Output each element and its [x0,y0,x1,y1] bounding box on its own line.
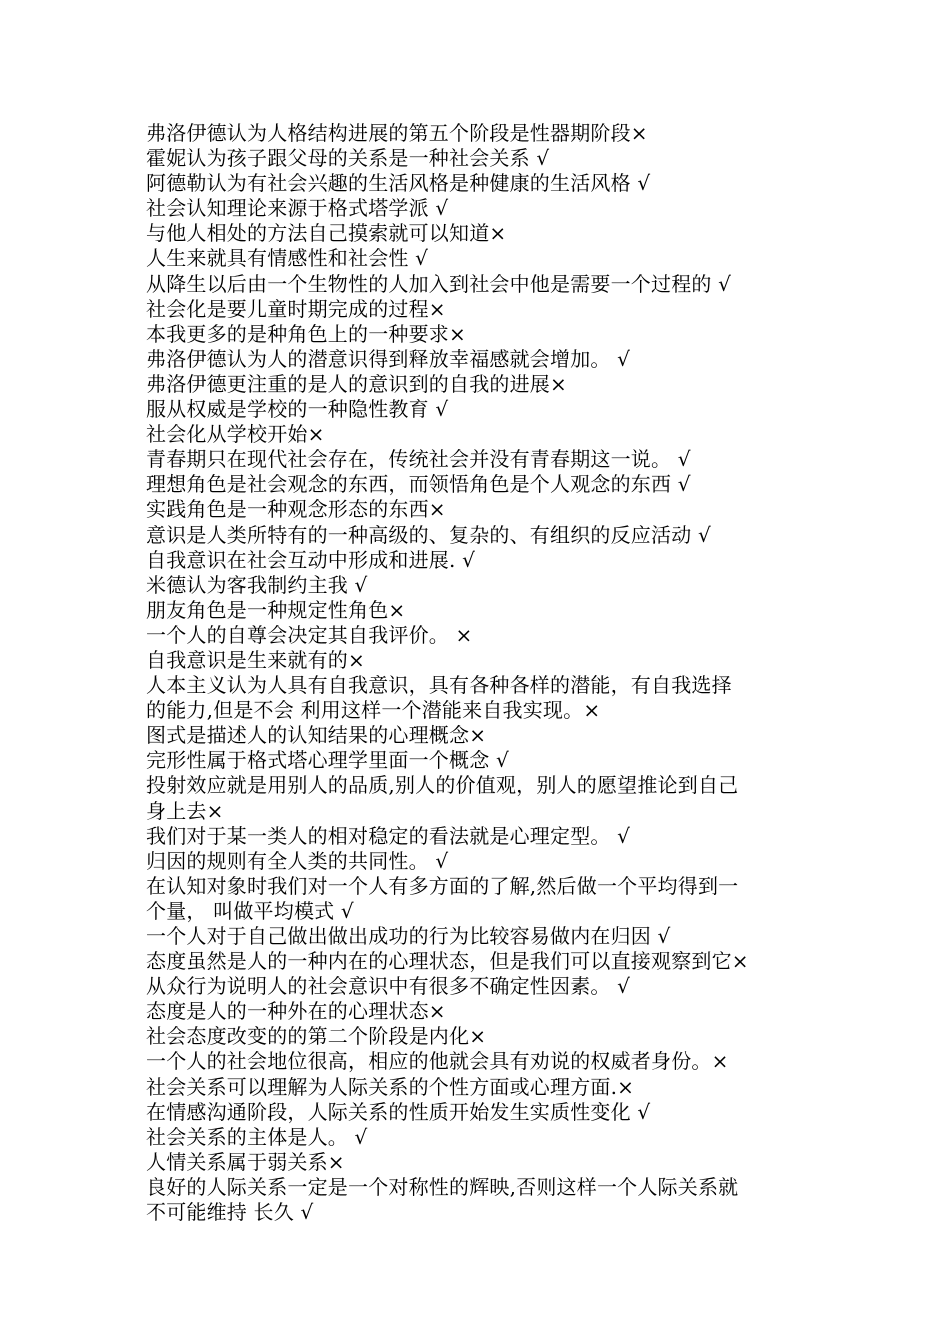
statement-line: 社会化从学校开始× [146,422,325,447]
statement-line: 从降生以后由一个生物性的人加入到社会中他是需要一个过程的 √ [146,271,732,296]
statement-line: 良好的人际关系一定是一个对称性的辉映,否则这样一个人际关系就 [146,1174,739,1199]
statement-line: 在情感沟通阶段，人际关系的性质开始发生实质性变化 √ [146,1099,651,1124]
statement-line: 人生来就具有情感性和社会性 √ [146,246,429,271]
statement-line: 投射效应就是用别人的品质,别人的价值观，别人的愿望推论到自己 [146,773,739,798]
statement-line: 自我意识在社会互动中形成和进展. √ [146,547,476,572]
statement-line: 从众行为说明人的社会意识中有很多不确定性因素。 √ [146,974,631,999]
statement-line: 与他人相处的方法自己摸索就可以知道× [146,221,507,246]
statement-line: 归因的规则有全人类的共同性。 √ [146,848,449,873]
statement-line: 社会认知理论来源于格式塔学派 √ [146,196,449,221]
statement-line: 自我意识是生来就有的× [146,647,365,672]
statement-line: 完形性属于格式塔心理学里面一个概念 √ [146,748,509,773]
statement-line-continued: 不可能维持 长久 √ [146,1200,314,1225]
statement-line-continued: 的能力,但是不会 利用这样一个潜能来自我实现。× [146,698,601,723]
statement-line: 态度虽然是人的一种内在的心理状态，但是我们可以直接观察到它× [146,949,749,974]
statement-line: 一个人的社会地位很高，相应的他就会具有劝说的权威者身份。× [146,1049,729,1074]
statement-line-continued: 身上去× [146,798,224,823]
statement-line: 社会关系可以理解为人际关系的个性方面或心理方面.× [146,1074,635,1099]
statement-line: 弗洛伊德认为人的潜意识得到释放幸福感就会增加。 √ [146,346,631,371]
statement-line: 霍妮认为孩子跟父母的关系是一种社会关系 √ [146,146,550,171]
statement-line: 弗洛伊德认为人格结构进展的第五个阶段是性器期阶段× [146,121,648,145]
statement-line-continued: 个量， 叫做平均模式 √ [146,898,354,923]
statement-line: 图式是描述人的认知结果的心理概念× [146,723,487,748]
statement-line: 人本主义认为人具有自我意识，具有各种各样的潜能，有自我选择 [146,673,732,698]
statement-line: 在认知对象时我们对一个人有多方面的了解,然后做一个平均得到一 [146,873,739,898]
statement-list [146,121,814,1225]
statement-line: 实践角色是一种观念形态的东西× [146,497,446,522]
statement-line: 我们对于某一类人的相对稳定的看法就是心理定型。 √ [146,823,631,848]
statement-line: 社会态度改变的的第二个阶段是内化× [146,1024,487,1049]
statement-line: 一个人的自尊会决定其自我评价。 × [146,622,473,647]
statement-line: 人情关系属于弱关系× [146,1149,345,1174]
statement-line: 米德认为客我制约主我 √ [146,572,368,597]
statement-line: 社会关系的主体是人。 √ [146,1124,368,1149]
statement-line: 青春期只在现代社会存在，传统社会并没有青春期这一说。 √ [146,447,691,472]
statement-line: 理想角色是社会观念的东西，而领悟角色是个人观念的东西 √ [146,472,691,497]
statement-line: 阿德勒认为有社会兴趣的生活风格是种健康的生活风格 √ [146,171,651,196]
statement-line: 朋友角色是一种规定性角色× [146,597,406,622]
statement-line: 意识是人类所特有的一种高级的、复杂的、有组织的反应活动 √ [146,522,711,547]
statement-line: 弗洛伊德更注重的是人的意识到的自我的进展× [146,371,567,396]
statement-line: 社会化是要儿童时期完成的过程× [146,296,446,321]
statement-line: 服从权威是学校的一种隐性教育 √ [146,397,449,422]
statement-line: 本我更多的是种角色上的一种要求× [146,321,466,346]
statement-line: 态度是人的一种外在的心理状态× [146,999,446,1024]
statement-line: 一个人对于自己做出做出成功的行为比较容易做内在归因 √ [146,924,671,948]
